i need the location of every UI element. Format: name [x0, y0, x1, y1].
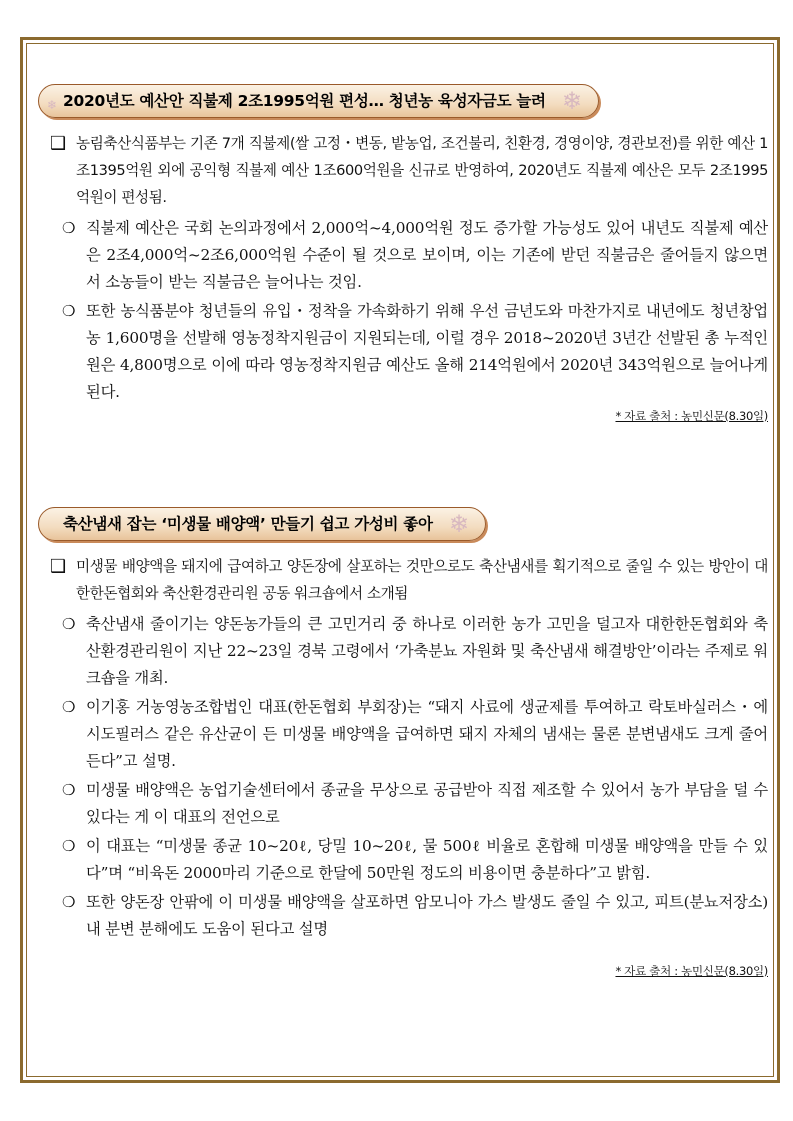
sub-point	[38, 611, 768, 692]
main-point-text: 농림축산식품부는 기존 7개 직불제(쌀 고정・변동, 밭농업, 조건불리, 친환경, 경영이양, 경관보전)를 위한 예산 1조1395억원 외에 공익형 직불제 예산 1조600억원을 신규로 반영하여, 2020년도 직불제 예산은 모두 2조1995억원이 편성됨.	[76, 135, 768, 206]
sub-point	[38, 777, 768, 831]
snowflake-icon: ❄	[47, 98, 57, 112]
sub-point	[38, 694, 768, 775]
checkbox-bullet-icon: ❑	[50, 556, 66, 577]
snowflake-icon: ❄	[561, 87, 582, 115]
sub-point-text: 축산냄새 줄이기는 양돈농가들의 큰 고민거리 중 하나로 이러한 농가 고민을 덜고자 대한한돈협회와 축산환경관리원이 지난 22~23일 경북 고령에서 ‘가축분뇨 자원화 및 축산냄새 해결방안’이라는 주제로 워크숍을 개최.	[86, 615, 768, 687]
circle-bullet-icon: ❍	[62, 302, 76, 320]
news-section-1	[38, 84, 768, 424]
sub-point-text: 직불제 예산은 국회 논의과정에서 2,000억~4,000억원 정도 증가할 가능성도 있어 내년도 직불제 예산은 2조4,000억~2조6,000억원 수준이 될 것으로 보이며, 이는 기존에 받던 직불금은 줄어들지 않으면서 소농들이 받는 직불금은 늘어나는 것임.	[86, 219, 768, 291]
news-section-2	[38, 507, 768, 979]
circle-bullet-icon: ❍	[62, 781, 76, 799]
section-title-banner	[38, 84, 599, 118]
circle-bullet-icon: ❍	[62, 837, 76, 855]
section-title: 2020년도 예산안 직불제 2조1995억원 편성… 청년농 육성자금도 늘려	[63, 92, 546, 110]
section-title: 축산냄새 잡는 ‘미생물 배양액’ 만들기 쉽고 가성비 좋아	[63, 515, 433, 533]
source-citation: * 자료 출처 : 농민신문(8.30일)	[615, 409, 768, 423]
main-point	[38, 553, 768, 607]
sub-point-text: 이기홍 거농영농조합법인 대표(한돈협회 부회장)는 “돼지 사료에 생균제를 투여하고 락토바실러스・에시도필러스 같은 유산균이 든 미생물 배양액을 급여하면 돼지 자체의 냄새는 물론 분변냄새도 크게 줄어든다”고 설명.	[86, 698, 768, 770]
main-point-text: 미생물 배양액을 돼지에 급여하고 양돈장에 살포하는 것만으로도 축산냄새를 획기적으로 줄일 수 있는 방안이 대한한돈협회와 축산환경관리원 공동 워크숍에서 소개됨	[76, 558, 768, 602]
sub-point	[38, 215, 768, 296]
circle-bullet-icon: ❍	[62, 615, 76, 633]
sub-point-text: 또한 농식품분야 청년들의 유입・정착을 가속화하기 위해 우선 금년도와 마찬가지로 내년에도 청년창업농 1,600명을 선발해 영농정착지원금이 지원되는데, 이럴 경우 2018~2020년 3년간 선발된 총 누적인원은 4,800명으로 이에 따라 영농정착지원금 예산도 올해 214억원에서 2020년 343억원으로 늘어나게 된다.	[86, 302, 768, 401]
circle-bullet-icon: ❍	[62, 698, 76, 716]
circle-bullet-icon: ❍	[62, 219, 76, 237]
snowflake-icon: ❄	[448, 510, 469, 538]
sub-point-text: 미생물 배양액은 농업기술센터에서 종균을 무상으로 공급받아 직접 제조할 수 있어서 농가 부담을 덜 수 있다는 게 이 대표의 전언으로	[86, 781, 768, 826]
sub-point	[38, 833, 768, 887]
checkbox-bullet-icon: ❑	[50, 133, 66, 154]
circle-bullet-icon: ❍	[62, 893, 76, 911]
source-citation: * 자료 출처 : 농민신문(8.30일)	[615, 964, 768, 978]
sub-point-text: 이 대표는 “미생물 종균 10~20ℓ, 당밀 10~20ℓ, 물 500ℓ 비율로 혼합해 미생물 배양액을 만들 수 있다”며 “비육돈 2000마리 기준으로 한달에 50만원 정도의 비용이면 충분하다”고 밝힘.	[86, 837, 768, 882]
section-title-banner	[38, 507, 486, 541]
sub-point-text: 또한 양돈장 안팎에 이 미생물 배양액을 살포하면 암모니아 가스 발생도 줄일 수 있고, 피트(분뇨저장소) 내 분변 분해에도 도움이 된다고 설명	[86, 893, 768, 938]
main-point	[38, 130, 768, 211]
sub-point	[38, 889, 768, 943]
sub-point	[38, 298, 768, 406]
